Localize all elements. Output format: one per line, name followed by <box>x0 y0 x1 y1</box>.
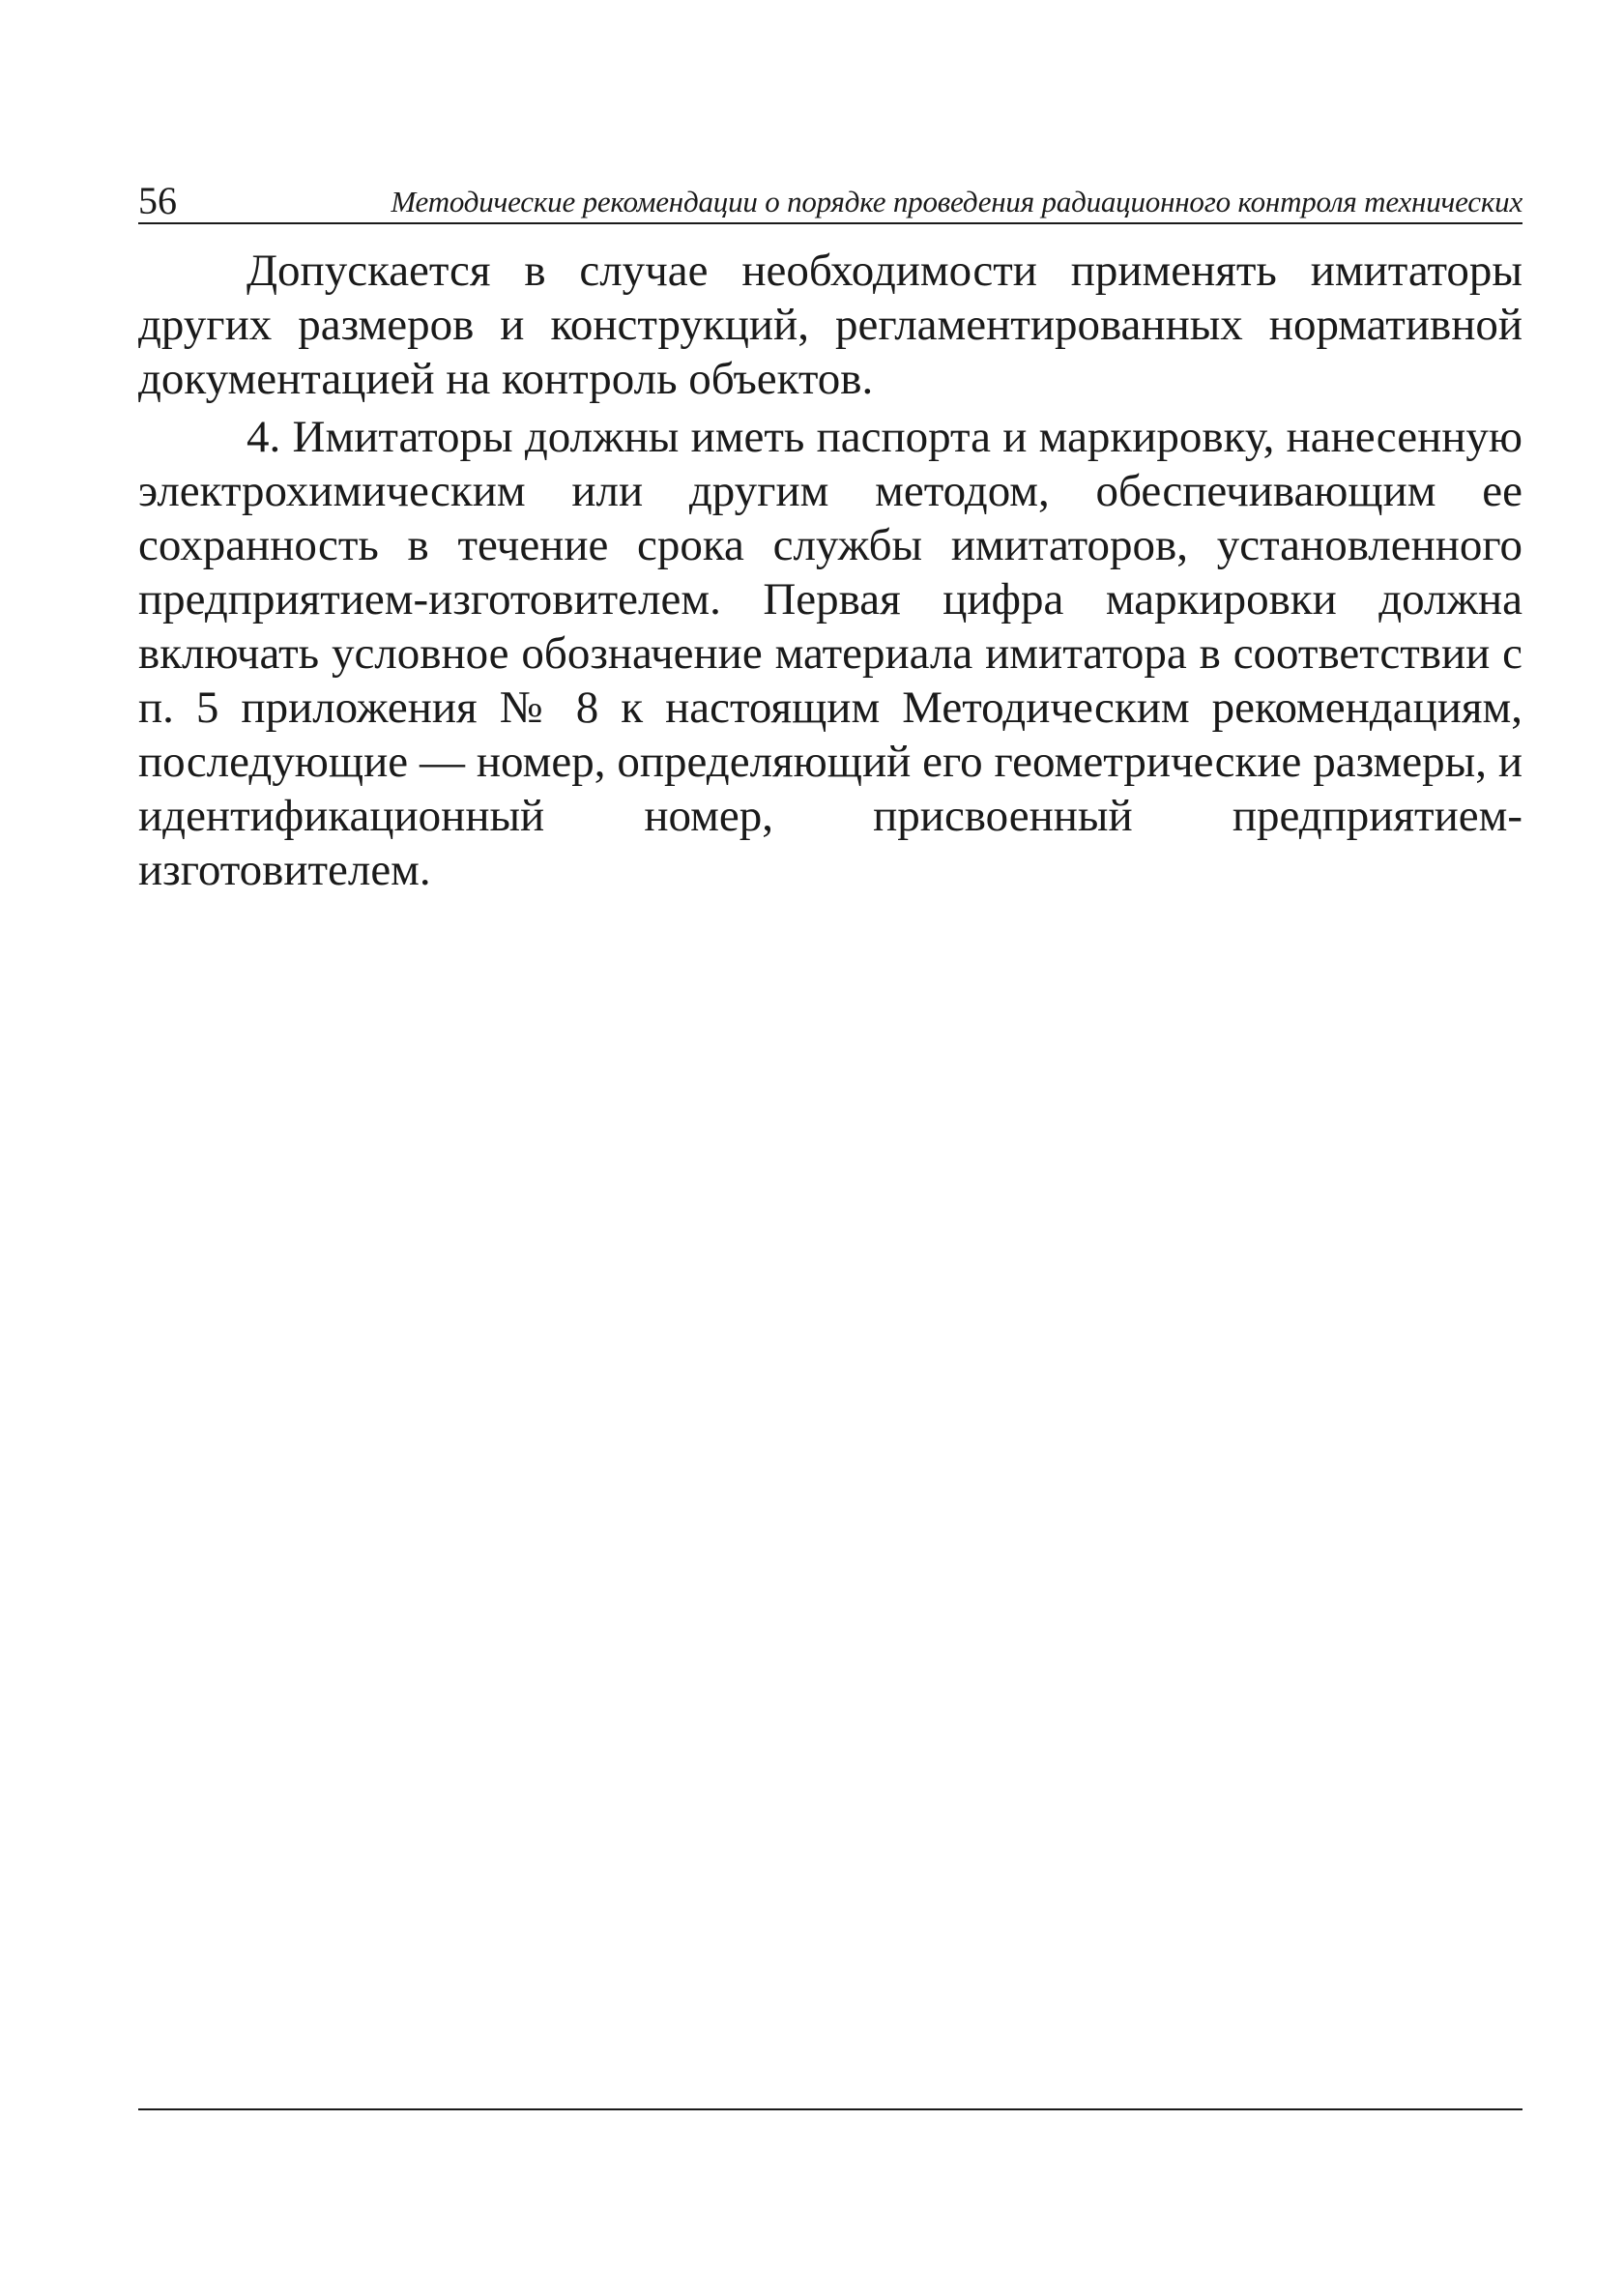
running-header-title: Методические рекомендации о порядке проведения радиационного контроля технических <box>391 185 1522 218</box>
footer-rule <box>138 2108 1522 2110</box>
paragraph-2: 4. Имитаторы должны иметь паспорта и маркировку, нанесенную электрохимическим или другим методом, обеспечивающим ее сохранность в течение срока службы имитаторов, установленного предприятием-изготовителем. Первая цифра маркировки должна включать условное обозначение материала имитатора в соответствии с п. 5 приложения № 8 к настоящим Методическим рекомендациям, последующие — номер, определяющий его геометрические размеры, и идентификационный номер, присвоенный предприятием-изготовителем. <box>138 412 1522 895</box>
running-header <box>138 174 1522 224</box>
page-number: 56 <box>138 179 177 222</box>
body-text <box>138 244 1522 897</box>
paragraph-1: Допускается в случае необходимости применять имитаторы других размеров и конструкций, регламентированных нормативной документацией на контроль объектов. <box>138 246 1522 404</box>
